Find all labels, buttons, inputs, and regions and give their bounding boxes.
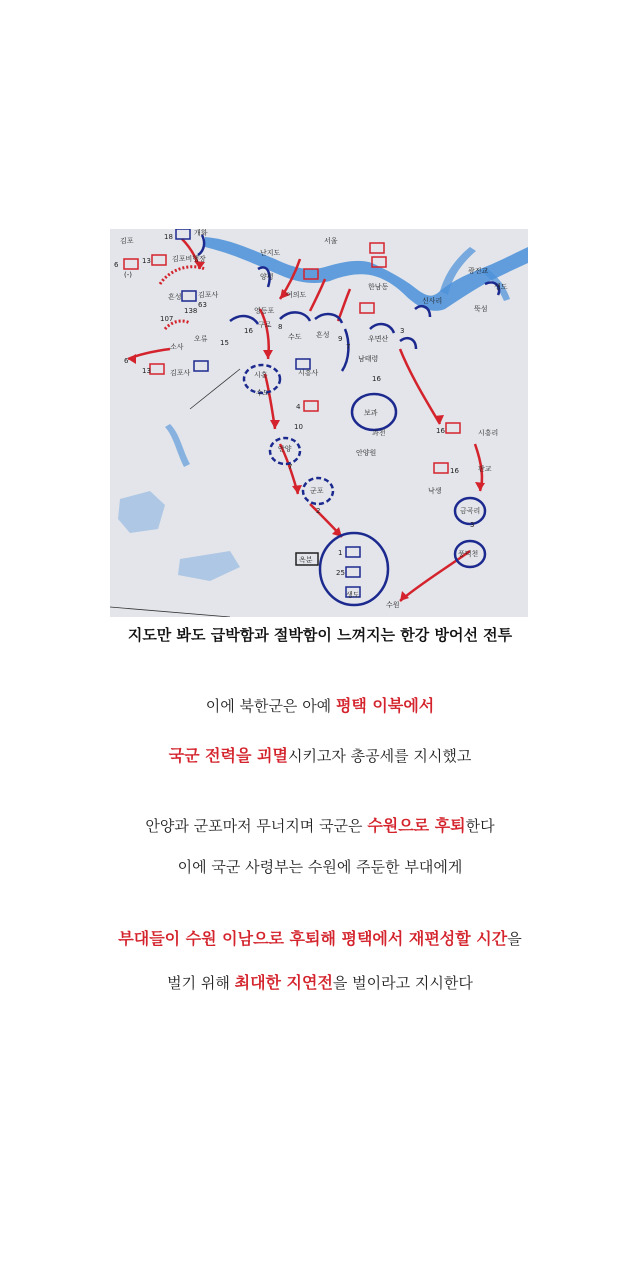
bay-blob [178,551,240,581]
friendly-line [315,314,342,323]
label-orvu: 오류 [194,335,208,343]
battle-map [110,229,528,617]
unit-box [150,364,164,374]
label-saengdo: 생도 [346,591,360,599]
label-gimposa-top: 김포사 [198,291,219,299]
unit-box [124,259,138,269]
unit-number: (-) [124,271,132,279]
arrow-heads [128,261,485,601]
unit-number: 16 [244,327,253,335]
unit-number: 4 [296,403,301,411]
unit-box [360,303,374,313]
unit-number: 3 [470,521,475,529]
label-sinsari: 신사리 [422,297,443,305]
unit-box [194,361,208,371]
p6-highlight: 최대한 지연전 [234,973,333,992]
unit-number: 16 [450,467,459,475]
unit-number: 15 [220,339,229,347]
label-heungseong-2: 흔성 [316,331,330,339]
unit-number: 138 [184,307,198,315]
unit-number: 7 [346,343,351,351]
unit-number: 63 [198,301,207,309]
label-ttukseom: 뚝섬 [474,305,488,313]
p2-highlight: 국군 전력을 괴멸 [168,746,288,765]
paragraph-3 [0,813,640,836]
enemy-arrow [400,349,440,424]
arrow-head [434,415,444,424]
friendly-line [198,235,204,255]
arrow-head [270,420,280,429]
p3-text: 안양과 군포마저 무너지며 국군은 [145,817,368,835]
paragraph-1 [0,693,640,716]
unit-number: 3 [400,327,405,335]
map-caption: 지도만 봐도 급박함과 절박함이 느껴지는 한강 방어선 전투 [127,626,513,644]
label-gaehwa: 개화 [194,229,208,237]
unit-box [346,547,360,557]
friendly-circles [244,365,485,605]
label-siheungri: 시흥리 [478,429,499,437]
p6-text: 벌기 위해 [167,974,235,992]
unit-number: 7 [288,463,293,471]
paragraph-6 [0,970,640,993]
p6-tail: 을 벌이라고 지시한다 [332,974,473,992]
unit-box [370,243,384,253]
enemy-arrow [338,289,350,321]
label-guro: 구로 [258,321,272,329]
label-gimpo: 김포 [120,237,134,245]
p3-tail: 한다 [465,817,495,835]
label-pungdeokcheon: 풍덕천 [458,550,479,558]
unit-box [296,359,310,369]
friendly-line [280,312,310,321]
arrow-head [263,350,273,359]
friendly-line [230,316,258,324]
label-yeouido: 여의도 [286,291,307,299]
unit-number: 1 [338,549,343,557]
label-umyeonsan: 우면산 [368,335,389,343]
label-sudo-top: 수도 [288,333,302,341]
arrow-head [475,482,485,491]
label-pangyo: 판교 [478,465,492,473]
p1-text: 이에 북한군은 아예 [205,697,336,715]
unit-box [446,423,460,433]
label-anyang: 안양 [278,445,292,453]
p4-text: 이에 국군 사령부는 수원에 주둔한 부대에게 [177,858,463,876]
unit-number: 9 [338,335,343,343]
unit-number: 18 [164,233,173,241]
unit-box [346,567,360,577]
label-yeongdeungpo: 영등포 [254,307,275,315]
arrow-head [128,354,136,364]
unit-number: 13 [142,367,151,375]
friendly-line [415,306,430,317]
friendly-line [400,338,416,349]
stream-left [165,424,190,467]
p5-tail: 을 [507,930,522,948]
label-oyu: 옥분 [299,556,313,564]
enemy-arrow [310,279,325,311]
p5-highlight: 부대들이 수원 이남으로 후퇴해 평택에서 재편성할 시간 [118,929,508,948]
label-anyangwon: 안양원 [356,449,377,457]
unit-number: 25 [336,569,345,577]
label-bogwa: 보과 [364,409,378,417]
label-siheung: 시흥 [254,371,268,379]
label-gimposa: 김포사 [170,369,191,377]
unit-box [182,291,196,301]
unit-numbers [114,233,474,577]
paragraph-4 [0,856,640,877]
unit-number: 6 [124,357,129,365]
label-gwacheon: 과천 [372,429,386,437]
unit-number: 107 [160,315,174,323]
p3-highlight: 수원으로 후퇴 [367,816,466,835]
label-hannam: 한남동 [368,283,389,291]
label-namtaeryeong: 남태령 [358,355,379,363]
friendly-line [370,324,394,333]
unit-box [176,229,190,239]
label-siheungsa: 시흥사 [298,369,319,377]
unit-number: 10 [294,423,303,431]
label-gwangnaru: 광진교 [468,267,489,275]
unit-number: 13 [142,257,151,265]
label-sosa: 소사 [170,343,184,351]
enemy-arrow [400,551,470,601]
unit-number: 16 [436,427,445,435]
label-geumgokri: 금곡리 [460,507,481,515]
label-saengdo-top: 생도 [494,283,508,291]
coast-blob [118,491,165,533]
p1-highlight: 평택 이북에서 [335,696,435,715]
label-nanji: 난지도 [260,249,281,257]
label-naksaeng: 낙생 [428,487,442,495]
p2-text: 시키고자 총공세를 지시했고 [287,747,472,765]
unit-number: 2 [316,507,321,515]
boundary-line [110,607,230,617]
unit-box [434,463,448,473]
unit-number: 6 [114,261,119,269]
label-gunpo: 군포 [310,487,324,495]
label-yangpyeong: 양평 [260,273,274,281]
label-sudo: 수도 [256,389,270,397]
paragraph-2 [0,743,640,766]
boundary-line [190,369,240,409]
arrow-head [292,485,302,494]
label-heungseong: 흔성 [168,293,182,301]
unit-box [152,255,166,265]
label-gimpo-airfield: 김포비행장 [172,255,206,263]
label-suwon: 수원 [386,601,400,609]
unit-number: 16 [372,375,381,383]
label-seoul: 서울 [324,237,338,245]
enemy-front-arc [160,267,205,284]
unit-box [304,401,318,411]
battle-map-svg [110,229,528,617]
unit-number: 8 [278,323,283,331]
paragraph-5 [0,926,640,949]
